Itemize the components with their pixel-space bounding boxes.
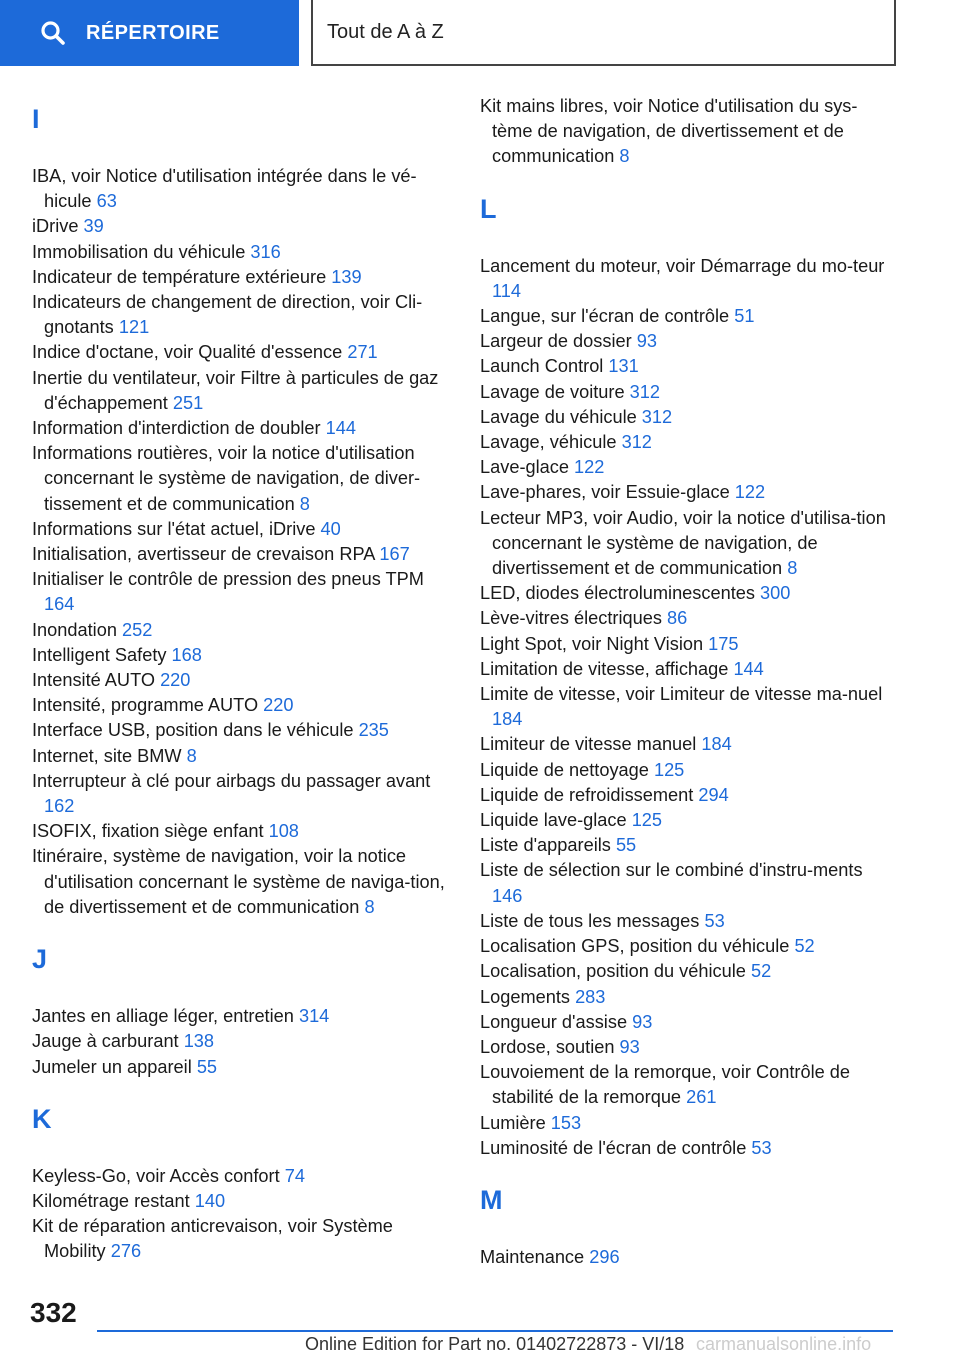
tab-repertoire[interactable] [0,0,299,66]
entry-page-link[interactable]: 300 [760,583,791,604]
entry-page-link[interactable]: 312 [641,406,673,427]
index-entry [32,214,452,239]
section-letter: M [480,1184,503,1215]
index-entry [32,668,452,693]
index-entry [32,844,452,920]
entry-page-link[interactable]: 55 [196,1056,218,1077]
entry-text: iDrive [32,216,79,237]
index-entry [32,1189,452,1214]
index-entry [32,1055,452,1080]
entry-page-link[interactable]: 175 [708,633,739,654]
index-entry [32,366,452,416]
entry-page-link[interactable]: 125 [653,759,685,780]
entry-page-link[interactable]: 276 [110,1241,142,1262]
entry-text: Lavage du véhicule [480,406,637,427]
entry-page-link[interactable]: 220 [263,695,294,716]
index-entry [480,1010,892,1035]
entry-text: Lancement du moteur, voir Démarrage du mo-teur [480,255,885,276]
entry-text: Intensité AUTO [32,670,155,691]
index-entry [480,480,892,505]
index-entry [480,1245,892,1270]
entry-text: Lave-glace [480,457,569,478]
entry-text: Initialiser le contrôle de pression des pneus TPM [32,569,424,590]
entry-page-link[interactable]: 314 [298,1006,330,1027]
index-entry [32,567,452,617]
entry-text: Keyless-Go, voir Accès confort [32,1165,280,1186]
entry-text: Informations routières, voir la notice d'utilisation concernant le système de navigation, de diver-tissement et de communication [32,443,421,514]
index-entry [480,581,892,606]
entry-page-link[interactable]: 63 [96,191,117,212]
entry-text: Louvoiement de la remorque, voir Contrôle de stabilité de la remorque [480,1062,851,1108]
index-entry [480,909,892,934]
entry-page-link[interactable]: 312 [621,432,652,453]
entry-text: Lave-phares, voir Essuie-glace [480,482,730,503]
entry-page-link[interactable]: 93 [636,331,657,352]
footer-edition: Online Edition for Part no. 01402722873 - VI/18 [305,1334,685,1354]
entry-page-link[interactable]: 8 [186,745,197,766]
index-entry [32,1004,452,1029]
search-icon [40,20,66,46]
entry-text: Lecteur MP3, voir Audio, voir la notice d'utilisa-tion concernant le système de navigation, de divertissement et de communication [480,507,886,579]
entry-text: Luminosité de l'écran de contrôle [480,1137,747,1158]
entry-text: Jantes en alliage léger, entretien [32,1006,294,1027]
index-section [32,1100,452,1265]
entry-text: Lève-vitres électriques [480,608,662,629]
index-entry [32,265,452,290]
index-entry [480,430,892,455]
index-entry [32,1214,452,1264]
index-entry [32,769,452,819]
index-entry [480,732,892,757]
entry-text: Kit de réparation anticrevaison, voir Système Mobility [32,1216,393,1262]
index-entry [32,240,452,265]
section-letter: I [32,104,40,134]
entry-page-link[interactable]: 252 [122,619,153,640]
entry-text: Langue, sur l'écran de contrôle [480,306,730,327]
tab-repertoire-label: RÉPERTOIRE [86,21,220,44]
section-letter: K [32,1103,52,1134]
index-entry [32,819,452,844]
index-entry [480,985,892,1010]
entry-text: Liste de sélection sur le combiné d'instru-ments [480,860,863,881]
index-entry [480,783,892,808]
entry-page-link[interactable]: 296 [589,1246,620,1267]
index-entry [32,718,452,743]
entry-text: Indice d'octane, voir Qualité d'essence [32,342,343,363]
index-entry [32,618,452,643]
index-entry [32,693,452,718]
entry-text: Limitation de vitesse, affichage [480,658,729,679]
entry-page-link[interactable]: 235 [358,720,389,741]
index-entry [480,1136,892,1161]
index-entry [480,833,892,858]
entry-page-link[interactable]: 131 [608,356,639,377]
entry-page-link[interactable]: 86 [667,608,688,629]
entry-page-link[interactable]: 251 [172,392,204,413]
entry-page-link[interactable]: 8 [364,896,375,917]
entry-text: Lavage de voiture [480,381,625,402]
entry-text: Kit mains libres, voir Notice d'utilisation du sys-tème de navigation, de divertissement et de communication [480,96,858,167]
index-entry [480,758,892,783]
entry-page-link[interactable]: 93 [619,1036,640,1057]
tab-a-to-z-label: Tout de A à Z [327,20,444,43]
watermark: carmanualsonline.info [696,1334,872,1354]
entry-page-link[interactable]: 164 [44,594,75,615]
entry-text: Liquide lave-glace [480,810,627,831]
tab-bar [0,0,960,66]
entry-text: Light Spot, voir Night Vision [480,633,704,654]
index-entry [32,416,452,441]
entry-page-link[interactable]: 8 [619,146,630,167]
entry-page-link[interactable]: 8 [299,493,310,514]
index-entry [480,94,892,170]
index-entry [480,329,892,354]
page-number: 332 [30,1297,77,1328]
entry-text: Lordose, soutien [480,1036,615,1057]
index-entry [480,1060,892,1110]
entry-text: Localisation, position du véhicule [480,961,746,982]
entry-page-link[interactable]: 294 [698,784,729,805]
entry-text: Longueur d'assise [480,1011,628,1032]
index-section [480,190,892,1161]
entry-page-link[interactable]: 139 [331,266,362,287]
entry-text: Logements [480,986,570,1007]
index-entry [480,959,892,984]
entry-page-link[interactable]: 144 [733,658,764,679]
entry-page-link[interactable]: 40 [320,518,341,539]
entry-page-link[interactable]: 144 [325,418,357,439]
entry-text: Initialisation, avertisseur de crevaison RPA [32,544,375,565]
index-entry [32,517,452,542]
entry-text: Information d'interdiction de doubler [32,418,321,439]
entry-text: Indicateurs de changement de direction, voir Cli-gnotants [32,292,423,338]
entry-text: IBA, voir Notice d'utilisation intégrée dans le vé-hicule [32,166,417,212]
entry-page-link[interactable]: 184 [492,709,523,730]
entry-text: Jumeler un appareil [32,1056,192,1077]
index-entry [480,606,892,631]
index-entry [480,354,892,379]
index-entry [480,682,892,732]
index-entry [32,290,452,340]
entry-text: Lavage, véhicule [480,432,617,453]
entry-text: Limite de vitesse, voir Limiteur de vitesse ma-nuel [480,684,883,705]
entry-page-link[interactable]: 114 [492,280,521,301]
entry-page-link[interactable]: 51 [734,306,755,327]
index-entry [32,1164,452,1189]
index-section [480,1181,892,1270]
index-section [32,940,452,1080]
index-entry [480,858,892,908]
entry-text: Liquide de refroidissement [480,784,694,805]
index-entry [480,455,892,480]
entry-text: Lumière [480,1112,546,1133]
index-entry [480,254,892,304]
entry-page-link[interactable]: 184 [701,734,732,755]
entry-text: Intensité, programme AUTO [32,695,259,716]
index-entry [32,441,452,517]
entry-text: ISOFIX, fixation siège enfant [32,821,264,842]
entry-text: Internet, site BMW [32,745,182,766]
index-entry [480,304,892,329]
entry-text: Localisation GPS, position du véhicule [480,936,790,957]
footer-divider [97,1330,893,1332]
index-section [32,100,452,920]
entry-page-link[interactable]: 39 [83,216,104,237]
entry-text: Inertie du ventilateur, voir Filtre à particules de gaz d'échappement [32,367,439,413]
index-entry [480,1035,892,1060]
index-entry [480,632,892,657]
index-entry [32,340,452,365]
entry-text: Informations sur l'état actuel, iDrive [32,518,316,539]
entry-page-link[interactable]: 74 [284,1165,305,1186]
entry-page-link[interactable]: 162 [44,796,75,817]
entry-text: Itinéraire, système de navigation, voir la notice d'utilisation concernant le système de naviga-tion, de divertissement et de communication [32,846,445,917]
entry-page-link[interactable]: 138 [183,1031,215,1052]
entry-page-link[interactable]: 125 [631,810,663,831]
index-column-right [480,94,892,1270]
index-column-left [32,94,452,1265]
entry-text: Liquide de nettoyage [480,759,649,780]
section-letter: J [32,944,48,975]
entry-text: Intelligent Safety [32,644,167,665]
entry-text: Inondation [32,619,117,640]
index-entry [480,808,892,833]
entry-text: Launch Control [480,356,604,377]
index-entry [32,1029,452,1054]
entry-page-link[interactable]: 271 [347,342,378,363]
entry-page-link[interactable]: 8 [787,558,798,579]
entry-page-link[interactable]: 52 [794,936,815,957]
entry-page-link[interactable]: 55 [615,835,637,856]
entry-page-link[interactable]: 312 [629,381,661,402]
entry-page-link[interactable]: 140 [194,1190,226,1211]
entry-text: Limiteur de vitesse manuel [480,734,697,755]
entry-page-link[interactable]: 52 [750,961,772,982]
entry-text: Maintenance [480,1246,585,1267]
entry-text: Interface USB, position dans le véhicule [32,720,354,741]
entry-text: Kilométrage restant [32,1190,190,1211]
entry-text: Indicateur de température extérieure [32,266,327,287]
tab-a-to-z[interactable] [311,0,896,66]
entry-page-link[interactable]: 283 [575,986,606,1007]
index-entry [32,744,452,769]
index-entry [480,1111,892,1136]
entry-text: Liste d'appareils [480,835,611,856]
entry-page-link[interactable]: 261 [686,1087,717,1108]
index-entry [480,405,892,430]
entry-page-link[interactable]: 108 [268,821,299,842]
entry-page-link[interactable]: 53 [751,1137,772,1158]
entry-text: Liste de tous les messages [480,910,700,931]
entry-text: Immobilisation du véhicule [32,241,246,262]
entry-page-link[interactable]: 122 [734,482,766,503]
index-entry [32,643,452,668]
section-letter: L [480,193,497,224]
entry-page-link[interactable]: 53 [704,910,725,931]
index-entry [480,934,892,959]
entry-page-link[interactable]: 153 [550,1112,582,1133]
index-entry [480,380,892,405]
entry-page-link[interactable]: 316 [250,241,281,262]
entry-text: LED, diodes électroluminescentes [480,583,755,604]
entry-text: Interrupteur à clé pour airbags du passager avant [32,770,431,791]
entry-page-link[interactable]: 121 [118,317,150,338]
entry-page-link[interactable]: 93 [632,1011,653,1032]
index-entry [480,506,892,582]
index-entry [32,542,452,567]
entry-page-link[interactable]: 167 [379,544,410,565]
entry-text: Jauge à carburant [32,1031,179,1052]
entry-page-link[interactable]: 168 [171,644,202,665]
entry-page-link[interactable]: 146 [492,885,523,906]
index-section [480,94,892,170]
entry-text: Largeur de dossier [480,331,632,352]
entry-page-link[interactable]: 220 [160,670,191,691]
index-entry [480,657,892,682]
entry-page-link[interactable]: 122 [574,457,605,478]
index-entry [32,164,452,214]
